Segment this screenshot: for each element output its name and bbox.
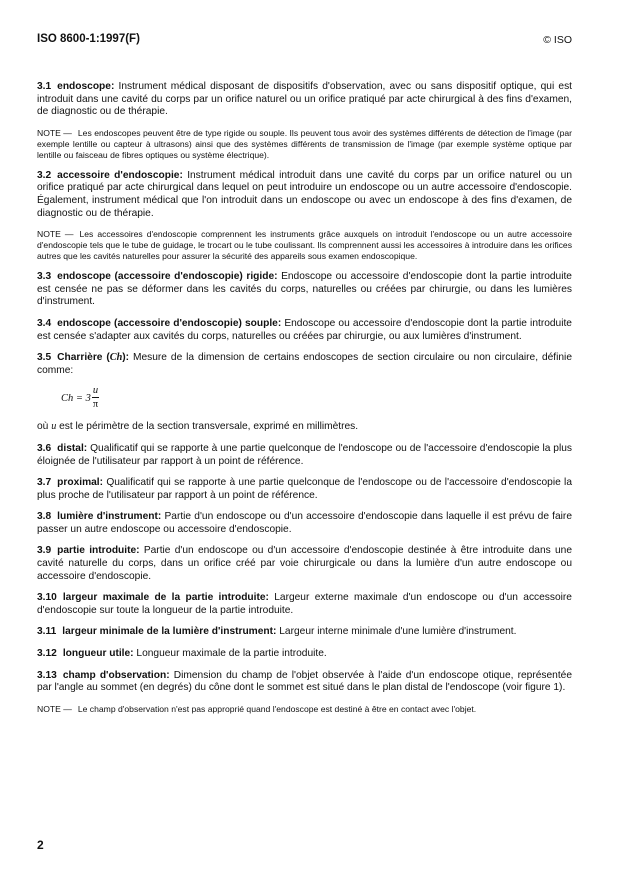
definition-term: endoscope (accessoire d'endoscopie) rigide: [57,271,278,283]
definition-text: Largeur externe maximale d'un endoscope ou d'un accessoire d'endoscopie sur toute la longueur de la partie introduite. [37,592,572,616]
definition-term [57,352,129,363]
definition-number: 3.5 [37,352,52,364]
definition-text: Partie d'un endoscope ou d'un accessoire d'endoscopie dans laquelle il est prévu de faire passer un autre endoscope ou accessoire d'endoscopie. [37,511,572,535]
definition-3-4 [37,318,572,343]
definition-number: 3.11 [37,626,57,638]
definition-number: 3.3 [37,271,52,283]
formula-lhs: Ch = 3 [61,392,91,404]
note-3-1 [37,128,572,161]
note-label: NOTE — [37,703,72,714]
definition-text: Partie d'un endoscope ou d'un accessoire d'endoscopie destinée à être introduite dans une cavité naturelle du corps, dans un orifice créé par voie chirurgicale ou dans la lumière d'un autre endoscope ou accessoire d'endoscopie. [37,545,572,582]
definition-text: Instrument médical disposant de dispositifs d'observation, avec ou sans dispositif optique, qui est introduit dans une cavité du corps par un orifice naturel ou un orifice pratiqué par acte chirurgical à des fins d'examen, de diagnostic ou de thérapie. [37,81,572,118]
note-label: NOTE — [37,127,72,138]
definition-term: distal: [57,442,88,454]
definition-number: 3.12 [37,648,57,660]
copyright-mark: © ISO [543,34,572,46]
formula-numerator: u [92,385,99,397]
note-label: NOTE — [37,229,74,240]
note-text: Les endoscopes peuvent être de type rigide ou souple. Ils peuvent tous avoir des systèmes différents de détection de l'image (par exemple lentille ou capteur à ultrasons) ainsi que des systèmes différents de transmission de l'image (par exemple système optique par lentille ou faisceau de fibres optiques ou système électrique). [37,127,572,160]
definition-text: Qualificatif qui se rapporte à une partie quelconque de l'endoscope ou de l'accessoire d'endoscopie la plus éloignée de l'utilisateur par rapport à un point de référence. [37,442,572,467]
definition-number: 3.13 [37,669,57,681]
definition-3-3 [37,271,572,309]
definition-term: largeur maximale de la partie introduite: [62,592,269,604]
definition-3-1 [37,81,572,119]
explanation-prefix: où [37,421,49,433]
definition-3-9 [37,545,572,583]
definition-3-10 [37,592,572,617]
note-text: Le champ d'observation n'est pas approprié quand l'endoscope est destiné à être en contact avec l'objet. [77,703,477,714]
definition-term: lumière d'instrument: [57,511,162,523]
definition-text: Endoscope ou accessoire d'endoscopie dont la partie introduite est censée s'adapter aux cavités du corps, naturelles ou créées par chirurgie, ou aux lumières d'instrument. [37,317,572,342]
definition-number: 3.9 [37,545,52,557]
definition-3-2 [37,170,572,220]
definition-number: 3.8 [37,511,52,523]
note-3-2 [37,229,572,262]
definition-term: longueur utile: [62,648,134,660]
definition-term: partie introduite: [57,545,140,557]
definition-term: proximal: [57,477,104,489]
definition-text: Mesure de la dimension de certains endoscopes de section circulaire ou non circulaire, définie comme: [37,352,572,376]
definition-3-5 [37,352,572,377]
definition-text: Largeur interne minimale d'une lumière d'instrument. [279,626,517,638]
definition-3-7 [37,477,572,502]
note-text: Les accessoires d'endoscopie comprennent les instruments grâce auxquels on introduit l'endoscope ou un autre accessoire d'endoscopie tels que le tube de guidage, le trocart ou le tube coulissant. Ils comprennent aussi les accessoires à introduire dans les orifices autres que les cavités naturelles pour assurer la sécurité des appareils sous examen endoscopique. [37,229,572,262]
definition-text: Endoscope ou accessoire d'endoscopie dont la partie introduite est censée ne pas se déformer dans les cavités du corps, naturelles ou créées par chirurgie, ou dans les lumières d'instrument. [37,271,572,308]
definitions-body [37,81,572,724]
definition-text: Instrument médical introduit dans une cavité du corps par un orifice naturel ou un orifice pratiqué par acte chirurgical dans lequel on peut introduire un endoscope ou un autre accessoire d'endoscopie. Également, instrument médical que l'on introduit dans un endoscope ou avec un endoscope à des fins d'examen, de diagnostic ou de thérapie. [37,169,572,219]
definition-text: Longueur maximale de la partie introduite. [136,648,327,660]
charriere-formula [61,383,572,413]
formula-fraction [92,385,99,411]
definition-3-8 [37,511,572,536]
term-prefix: Charrière ( [57,352,110,364]
definition-3-12 [37,648,572,661]
definition-text: Dimension du champ de l'objet observée à l'aide d'un endoscope otique, représentée par l'angle au sommet (en degrés) du cône dont le sommet est situé dans le plan distal de l'endoscope (voir figure 1). [37,669,572,694]
term-symbol: Ch [109,352,123,364]
definition-number: 3.4 [37,317,52,329]
explanation-symbol: u [51,421,57,433]
definition-3-6 [37,443,572,468]
formula-denominator: π [92,399,99,411]
formula-explanation [37,421,572,434]
definition-term: accessoire d'endoscopie: [57,169,183,181]
definition-3-11 [37,626,572,639]
definition-term: endoscope: [57,81,115,92]
note-3-13 [37,704,572,715]
definition-number: 3.7 [37,477,52,489]
definition-3-13 [37,670,572,695]
definition-number: 3.2 [37,169,52,181]
term-suffix: ): [122,352,130,364]
definition-number: 3.10 [37,592,57,604]
definition-text: Qualificatif qui se rapporte à une partie quelconque de l'endoscope ou de l'accessoire d'endoscopie la plus proche de l'utilisateur par rapport à un point de référence. [37,477,572,501]
definition-number: 3.6 [37,442,52,454]
definition-number: 3.1 [37,81,52,92]
definition-term: endoscope (accessoire d'endoscopie) souple: [57,317,282,329]
standard-reference: ISO 8600-1:1997(F) [37,33,140,45]
definition-term: champ d'observation: [62,669,170,681]
page-number: 2 [37,838,44,852]
definition-term: largeur minimale de la lumière d'instrument: [62,626,277,638]
explanation-text: est le périmètre de la section transversale, exprimé en millimètres. [59,421,359,433]
